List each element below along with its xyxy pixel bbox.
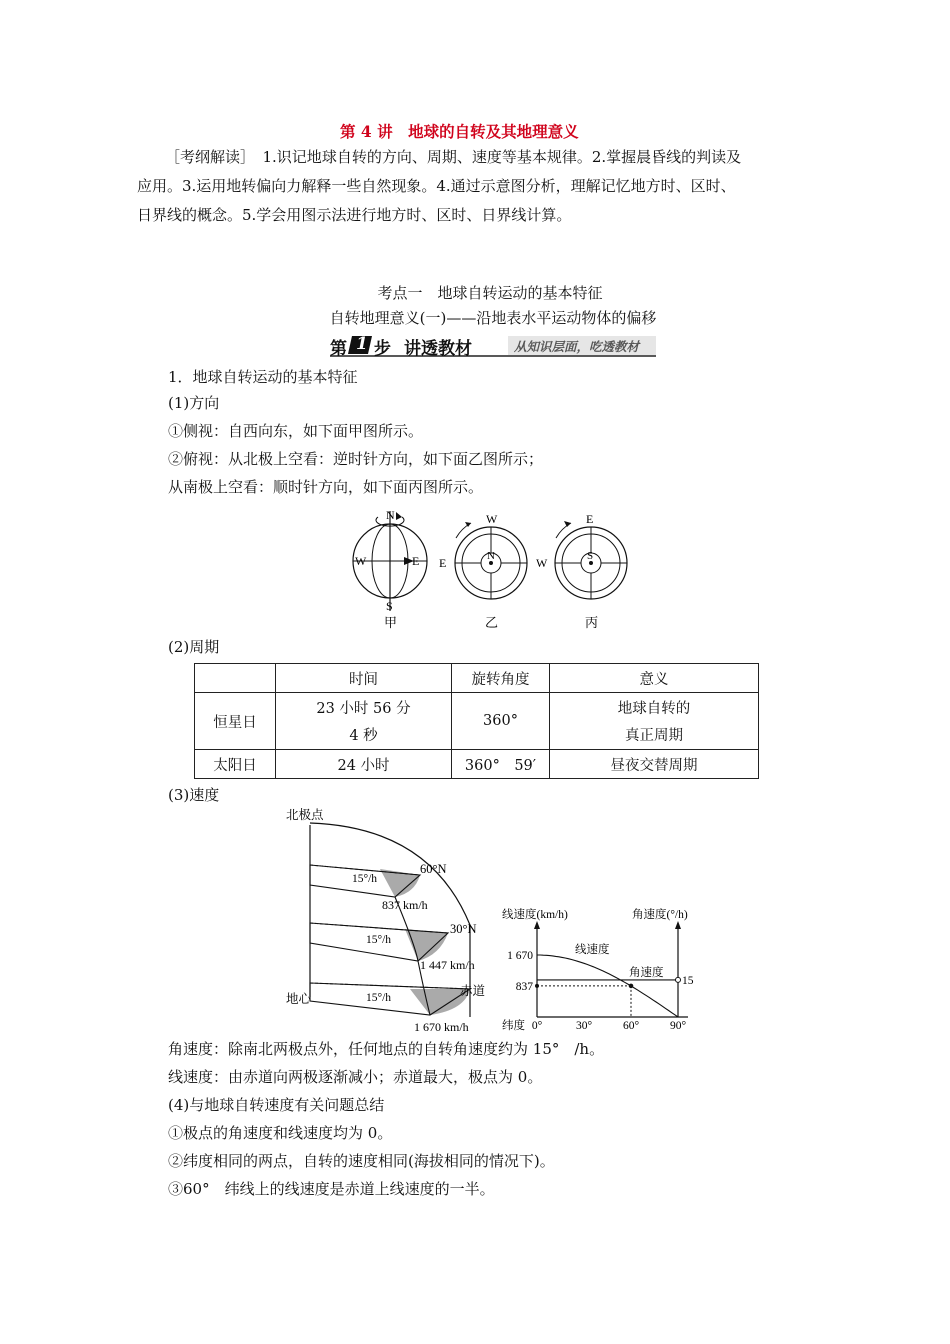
- bing-caption: 丙: [585, 615, 599, 630]
- body-line-1: 1．地球自转运动的基本特征: [168, 368, 358, 386]
- table-header-cell: 意义: [550, 664, 759, 693]
- label-velocity-60: 837 km/h: [382, 898, 428, 912]
- table-cell: 24 小时: [276, 750, 452, 779]
- section-subheading: 自转地理意义(一)——沿地表水平运动物体的偏移: [329, 309, 657, 327]
- figure-yi: [439, 512, 527, 630]
- figure-bing: [536, 512, 627, 630]
- rotation-direction-figure: [348, 505, 638, 630]
- label-velocity-0: 1 670 km/h: [414, 1020, 469, 1034]
- label-angular-60: 15°/h: [352, 873, 378, 885]
- banner-step-prefix: 第: [330, 339, 347, 359]
- label-lat-60: 60°N: [420, 862, 447, 876]
- body-line-4: ②俯视：从北极上空看：逆时针方向，如下面乙图所示；: [168, 450, 544, 468]
- table-header-row: [195, 664, 759, 693]
- point-angular-15: [676, 977, 681, 982]
- section-heading: 考点一 地球自转运动的基本特征: [377, 284, 603, 302]
- body-line-6: (2)周期: [168, 638, 220, 656]
- table-cell: [276, 693, 452, 750]
- bing-label-center: S: [587, 550, 594, 562]
- sidereal-time-line-1: 23 小时 56 分: [316, 701, 411, 717]
- legend-angular: 角速度: [629, 966, 664, 979]
- syllabus-line-3: 日界线的概念。5.学会用图示法进行地方时、区时、日界线计算。: [137, 206, 572, 224]
- chart-ytick-right-15: 15: [682, 974, 694, 987]
- body-line-10: (4)与地球自转速度有关问题总结: [168, 1096, 385, 1114]
- banner-slogan: 从知识层面，吃透教材: [514, 339, 640, 354]
- jia-label-e: E: [412, 554, 420, 568]
- label-angular-30: 15°/h: [366, 934, 392, 946]
- legend-velocity: 线速度: [575, 944, 610, 956]
- table-cell: 360°: [452, 693, 550, 750]
- body-line-2: (1)方向: [168, 394, 220, 412]
- label-earth-center: 地心: [286, 992, 312, 1006]
- chart-left-axis-arrow: [534, 921, 540, 929]
- yi-caption: 乙: [485, 615, 499, 630]
- jia-label-w: W: [355, 554, 367, 568]
- banner-step-number: 1: [356, 334, 368, 354]
- chart-right-axis-arrow: [675, 921, 681, 929]
- chart-xtick-0: 0°: [531, 1020, 543, 1032]
- table-cell: 恒星日: [195, 693, 276, 750]
- body-line-3: ①侧视：自西向东，如下面甲图所示。: [168, 422, 424, 440]
- body-line-5: 从南极上空看：顺时针方向，如下面丙图所示。: [168, 478, 484, 496]
- table-cell: [550, 693, 759, 750]
- chart-ylabel-left: 线速度(km/h): [502, 909, 568, 921]
- table-header-cell: 旋转角度: [452, 664, 550, 693]
- bing-label-left: W: [536, 556, 548, 570]
- bing-label-top: E: [586, 512, 594, 526]
- banner-step-suffix: 步: [374, 339, 391, 359]
- sidereal-meaning-line-2: 真正周期: [625, 728, 683, 744]
- chart-ytick-837: 837: [515, 980, 533, 993]
- jia-label-n: N: [386, 508, 395, 522]
- label-equator: 赤道: [460, 984, 486, 998]
- sidereal-time-line-2: 4 秒: [349, 728, 378, 744]
- sidereal-meaning-line-1: 地球自转的: [617, 701, 691, 717]
- speed-latitude-chart: [500, 905, 705, 1033]
- yi-label-top: W: [486, 512, 498, 526]
- page-title: 第 4 讲 地球的自转及其地理意义: [340, 122, 579, 141]
- table-row: [195, 693, 759, 750]
- figure-jia: [353, 508, 427, 630]
- label-angular-0: 15°/h: [366, 992, 392, 1004]
- chart-ytick-1670: 1 670: [507, 950, 533, 962]
- chart-ylabel-right: 角速度(°/h): [632, 909, 688, 921]
- chart-xtick-90: 90°: [669, 1020, 687, 1032]
- banner-label: 讲透教材: [404, 339, 472, 359]
- syllabus-line-2: 应用。3.运用地转偏向力解释一些自然现象。4.通过示意图分析，理解记忆地方时、区时、: [137, 177, 736, 195]
- label-velocity-30: 1 447 km/h: [420, 958, 475, 972]
- table-cell: 太阳日: [195, 750, 276, 779]
- jia-caption: 甲: [384, 615, 398, 630]
- yi-label-center: N: [487, 550, 495, 562]
- rotation-speed-figure: [280, 805, 495, 1035]
- body-line-9: 线速度：由赤道向两极逐渐减小；赤道最大，极点为 0。: [168, 1068, 543, 1086]
- body-line-12: ②纬度相同的两点，自转的速度相同(海拔相同的情况下)。: [168, 1152, 555, 1170]
- table-cell: 昼夜交替周期: [550, 750, 759, 779]
- yi-label-left: E: [439, 556, 447, 570]
- chart-xtick-30: 30°: [575, 1020, 593, 1032]
- jia-label-s: S: [386, 599, 393, 613]
- table-cell: 360° 59′: [452, 750, 550, 779]
- chart-xlabel: 纬度: [502, 1020, 525, 1032]
- syllabus-line-1: ［考纲解读］ 1.识记地球自转的方向、周期、速度等基本规律。2.掌握晨昏线的判读及: [165, 148, 742, 166]
- label-lat-30: 30°N: [450, 922, 477, 936]
- point-60-837: [629, 984, 634, 989]
- table-header-cell: 时间: [276, 664, 452, 693]
- body-line-11: ①极点的角速度和线速度均为 0。: [168, 1124, 393, 1142]
- period-table: [194, 663, 759, 779]
- step-banner: [330, 334, 656, 358]
- body-line-8: 角速度：除南北两极点外，任何地点的自转角速度约为 15° /h。: [168, 1040, 605, 1058]
- chart-xtick-60: 60°: [622, 1020, 640, 1032]
- label-north-pole: 北极点: [286, 808, 324, 822]
- table-header-cell: [195, 664, 276, 693]
- table-row: [195, 750, 759, 779]
- body-line-7: (3)速度: [168, 786, 220, 804]
- body-line-13: ③60° 纬线上的线速度是赤道上线速度的一半。: [168, 1180, 495, 1198]
- point-837-axis: [535, 984, 539, 988]
